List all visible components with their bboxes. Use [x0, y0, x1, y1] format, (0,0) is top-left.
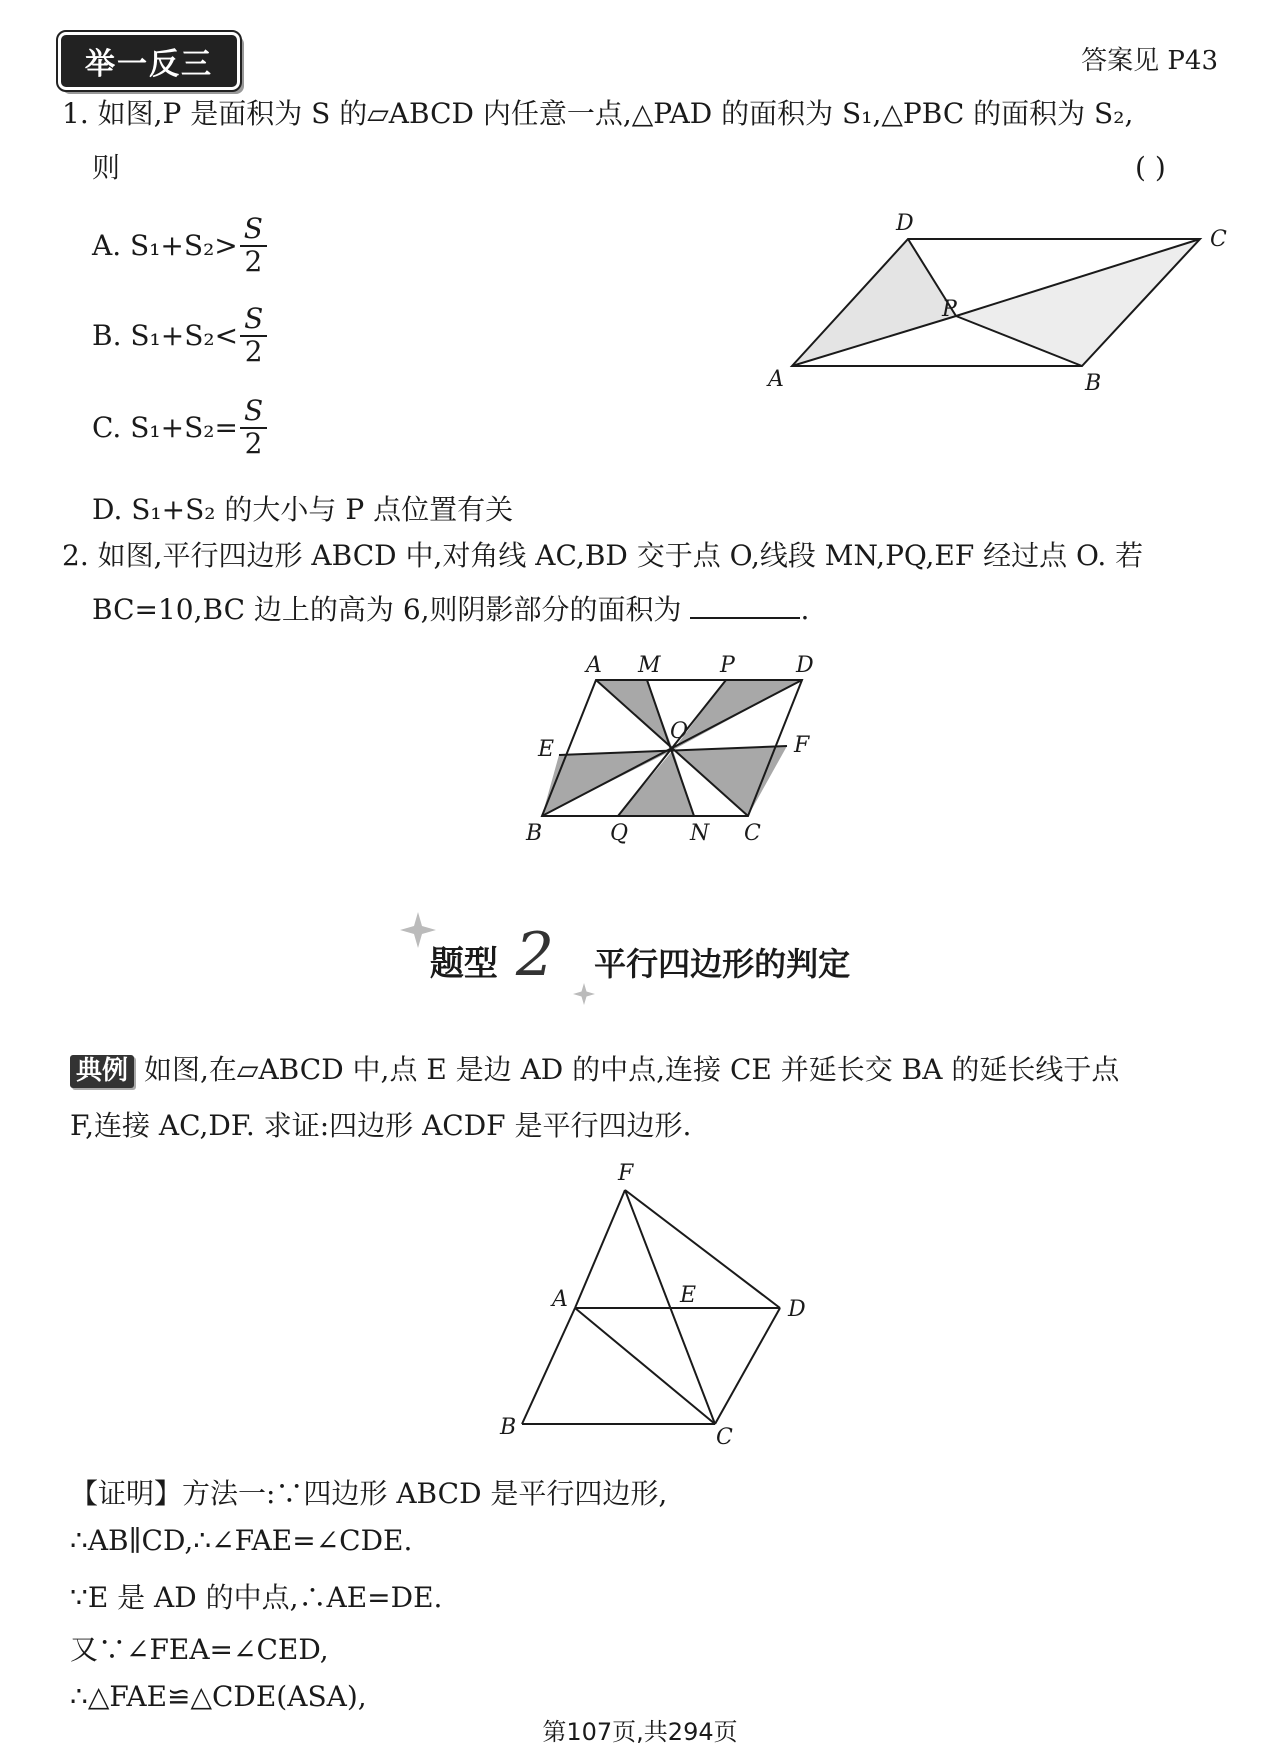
q1-line2: 则: [92, 151, 121, 184]
q1-option-a-text: A. S₁+S₂>: [92, 229, 238, 263]
example-figure: [490, 1158, 820, 1448]
example-line1-text: 如图,在▱ABCD 中,点 E 是边 AD 的中点,连接 CE 并延长交 BA 的延长线于点: [144, 1053, 1120, 1086]
label-e: E: [538, 737, 555, 762]
example-line1: [70, 1052, 1119, 1088]
answer-blank[interactable]: [690, 593, 800, 619]
q1-option-d: D. S₁+S₂ 的大小与 P 点位置有关: [92, 493, 514, 526]
q2-line1: 2. 如图,平行四边形 ABCD 中,对角线 AC,BD 交于点 O,线段 MN,PQ,EF 经过点 O. 若: [62, 539, 1144, 572]
fraction: $\frac{S}{2}$: [240, 214, 267, 278]
shaded-triangle-pbc: [956, 239, 1200, 366]
label-p: P: [720, 653, 735, 678]
label-b: B: [526, 821, 543, 846]
proof-line-5: ∴△FAE≌△CDE(ASA),: [70, 1680, 367, 1713]
label-d: D: [796, 653, 814, 678]
label-c: C: [716, 1425, 733, 1448]
q1-option-a: [92, 214, 267, 278]
q1-option-c: [92, 396, 267, 460]
label-c: C: [744, 821, 761, 846]
section-kind: 题型: [429, 944, 498, 984]
example-badge: 典例: [70, 1055, 134, 1088]
q1-answer-bracket: ( ): [1135, 151, 1166, 184]
label-a: A: [768, 367, 784, 392]
segment-ab: [522, 1308, 575, 1424]
label-b: B: [500, 1415, 517, 1440]
q1-option-b-text: B. S₁+S₂<: [92, 319, 239, 353]
segment-ac: [575, 1308, 715, 1424]
label-f: F: [794, 733, 810, 758]
label-d: D: [896, 211, 914, 236]
section-title: 平行四边形的判定: [594, 945, 851, 983]
q1-option-c-text: C. S₁+S₂=: [92, 411, 238, 445]
label-f: F: [618, 1161, 634, 1186]
q1-option-b: [92, 304, 267, 368]
label-d: D: [788, 1297, 806, 1322]
example-line2: F,连接 AC,DF. 求证:四边形 ACDF 是平行四边形.: [70, 1109, 692, 1142]
label-e: E: [680, 1283, 697, 1308]
fraction: $\frac{S}{2}$: [240, 396, 267, 460]
label-n: N: [690, 821, 710, 846]
q1-line1: 1. 如图,P 是面积为 S 的▱ABCD 内任意一点,△PAD 的面积为 S₁,△PBC 的面积为 S₂,: [62, 97, 1134, 130]
q2-line2: [92, 592, 809, 627]
proof-line-3: ∵E 是 AD 的中点,∴AE=DE.: [70, 1581, 443, 1614]
q2-figure: [510, 650, 850, 850]
q2-line2-end: .: [800, 593, 810, 626]
page-indicator: 第107页,共294页: [542, 1718, 738, 1746]
proof-line-4: 又∵∠FEA=∠CED,: [70, 1633, 329, 1666]
section-number: 2: [515, 920, 555, 990]
label-c: C: [1210, 227, 1227, 252]
label-a: A: [586, 653, 602, 678]
section-badge: 举一反三: [58, 32, 240, 90]
label-p: P: [942, 297, 957, 322]
label-q: Q: [610, 821, 629, 846]
answer-reference: 答案见 P43: [1081, 46, 1218, 76]
label-o: O: [670, 719, 689, 744]
proof-line-1: 【证明】方法一:∵四边形 ABCD 是平行四边形,: [70, 1477, 668, 1510]
segment-fa: [575, 1190, 625, 1308]
proof-line-2: ∴AB∥CD,∴∠FAE=∠CDE.: [70, 1524, 413, 1557]
shaded-triangle-pad: [792, 239, 956, 366]
label-m: M: [638, 653, 661, 678]
fraction: $\frac{S}{2}$: [240, 304, 267, 368]
q1-figure: [760, 200, 1240, 400]
q2-line2-text: BC=10,BC 边上的高为 6,则阴影部分的面积为: [92, 593, 682, 626]
section-heading: [0, 920, 1280, 990]
segment-cd: [715, 1308, 780, 1424]
label-a: A: [552, 1287, 568, 1312]
label-b: B: [1085, 371, 1102, 396]
